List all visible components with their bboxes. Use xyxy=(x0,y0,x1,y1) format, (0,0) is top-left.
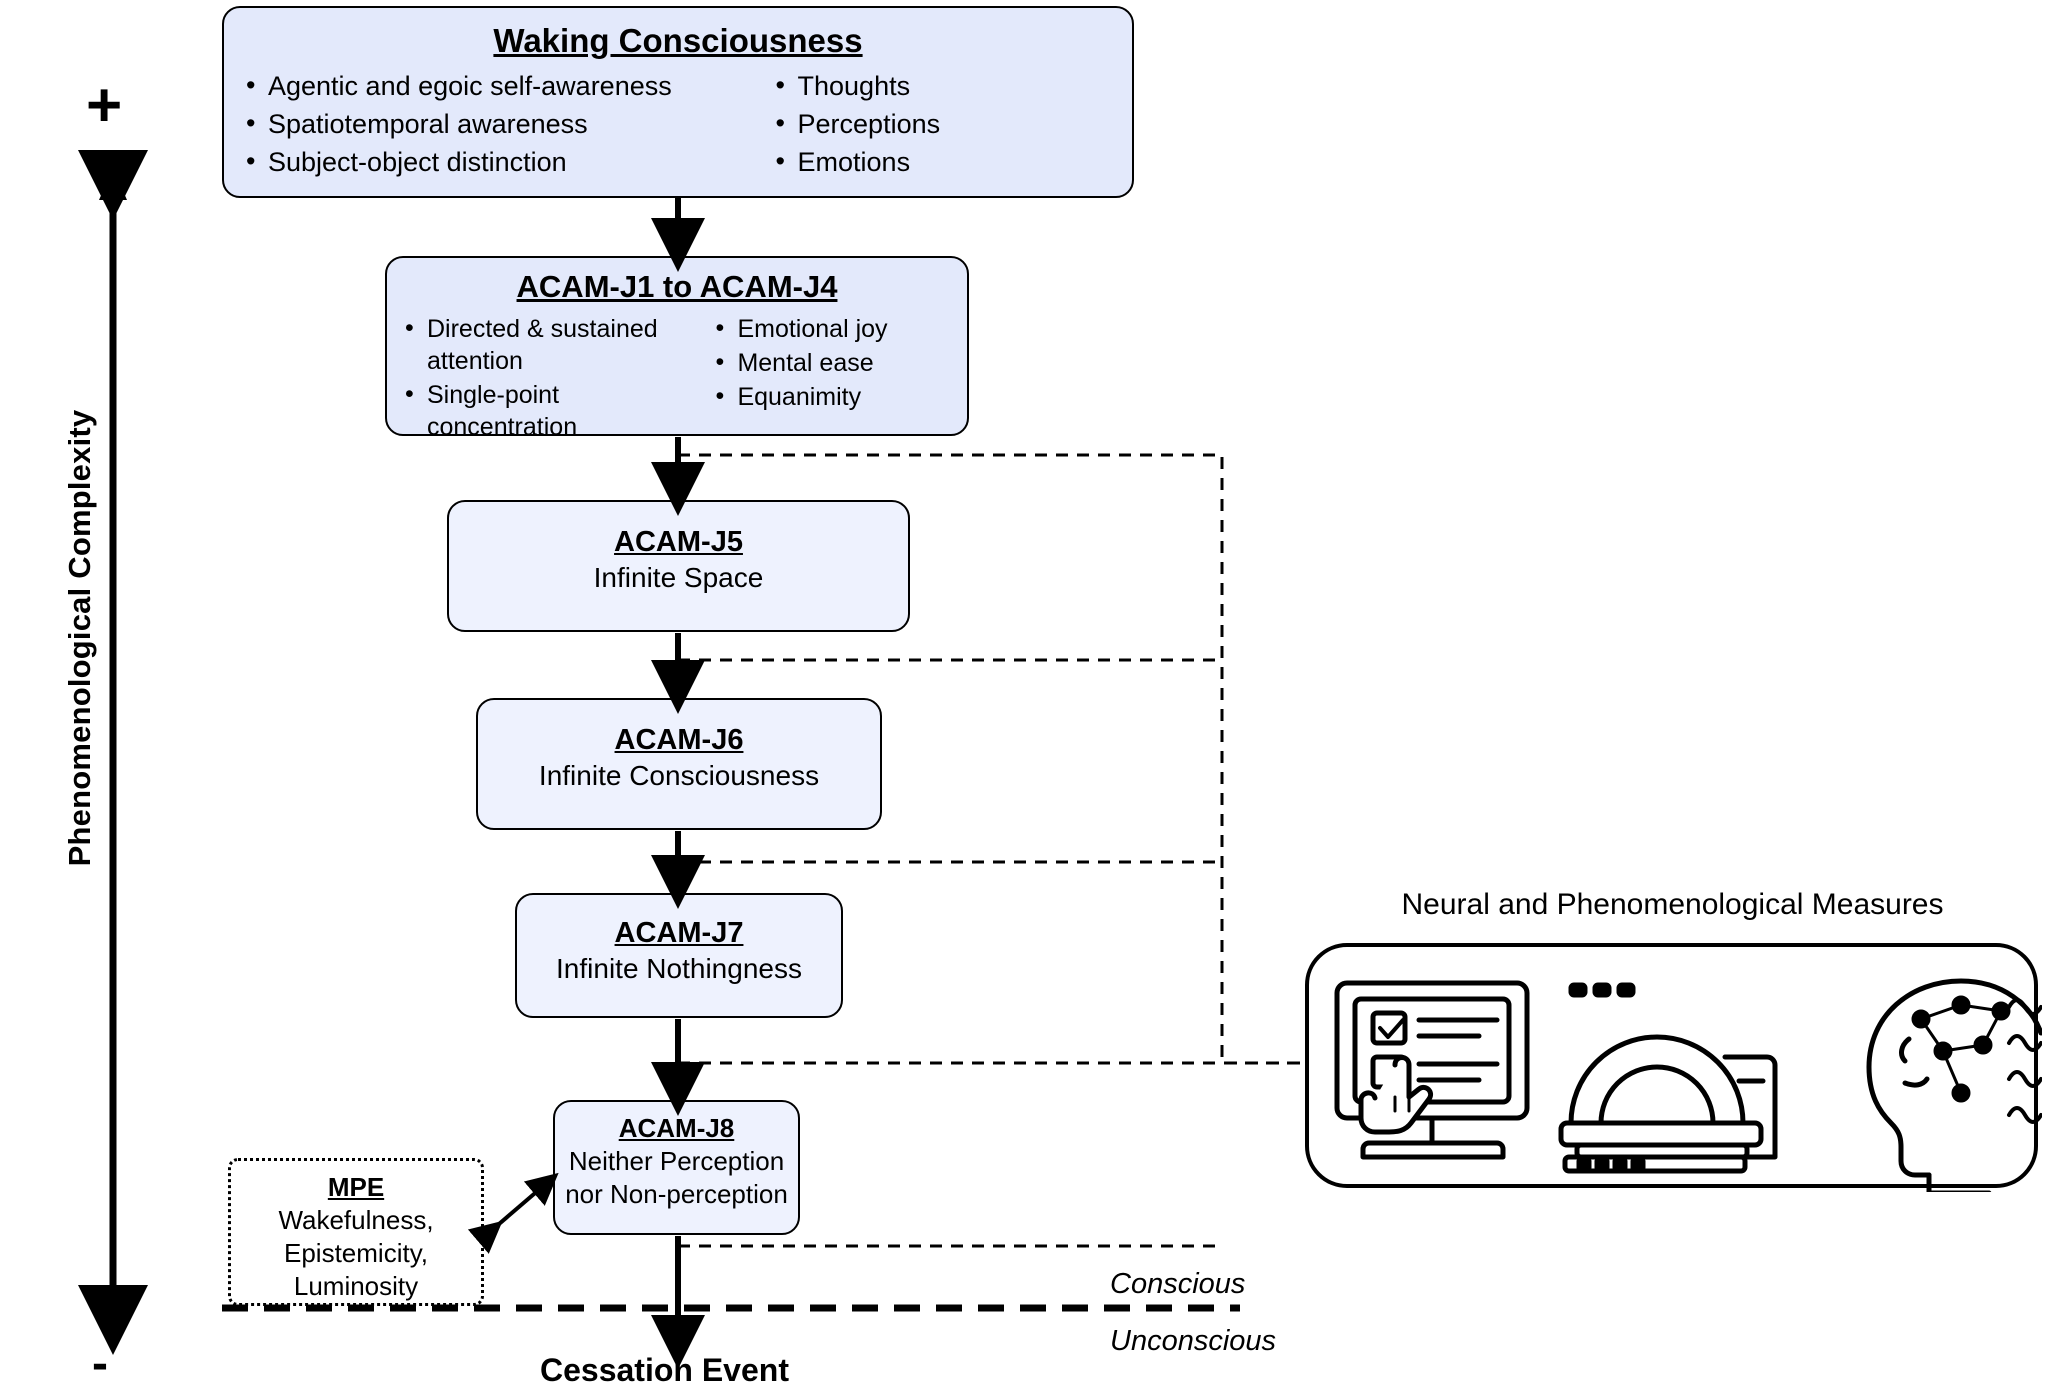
node-subtitle: Neither Perception nor Non-perception xyxy=(565,1145,788,1209)
node-title: Waking Consciousness xyxy=(493,22,863,59)
bullet-column-1 xyxy=(401,313,687,445)
node-acam-j7 xyxy=(515,893,843,1018)
node-subtitle: Wakefulness, Epistemicity, Luminosity xyxy=(278,1204,434,1302)
label-unconscious: Unconscious xyxy=(1110,1325,1277,1357)
node-acam-j8 xyxy=(553,1100,800,1235)
list-item: • Equanimity xyxy=(737,381,953,413)
axis-minus-label: - xyxy=(92,1337,108,1390)
node-title: ACAM-J8 xyxy=(618,1113,735,1143)
node-body xyxy=(401,313,953,445)
node-subtitle: Infinite Nothingness xyxy=(556,953,802,985)
survey-monitor-icon xyxy=(1337,983,1527,1157)
list-item: • Directed & sustained attention xyxy=(427,313,687,377)
bullet-column-2 xyxy=(711,313,953,445)
node-body xyxy=(242,69,1114,183)
list-item: • Spatiotemporal awareness xyxy=(268,107,748,143)
list-item: • Emotional joy xyxy=(737,313,953,345)
bullet-column-1 xyxy=(242,69,748,183)
list-item: • Perceptions xyxy=(798,107,1114,143)
mri-scanner-icon xyxy=(1561,985,1775,1171)
node-mpe xyxy=(228,1158,484,1306)
node-acam-j6 xyxy=(476,698,882,830)
complexity-axis xyxy=(0,0,170,1395)
measures-panel xyxy=(1305,943,2038,1188)
axis-title: Phenomenological Complexity xyxy=(62,409,97,867)
node-title: ACAM-J6 xyxy=(614,724,744,756)
axis-plus-label: + xyxy=(86,71,123,140)
measures-icons xyxy=(1309,947,2042,1192)
mpe-link-arrow xyxy=(492,1182,548,1230)
node-waking-consciousness xyxy=(222,6,1134,198)
measures-title: Neural and Phenomenological Measures xyxy=(1401,888,1944,921)
bullet-column-2 xyxy=(772,69,1114,183)
list-item: • Thoughts xyxy=(798,69,1114,105)
node-title: ACAM-J7 xyxy=(614,917,744,949)
list-item: • Emotions xyxy=(798,145,1114,181)
list-item: • Single-point concentration xyxy=(427,379,687,443)
node-title: MPE xyxy=(327,1172,385,1202)
node-subtitle: Infinite Consciousness xyxy=(538,760,820,792)
label-cessation-event: Cessation Event xyxy=(540,1352,789,1388)
list-item: • Subject-object distinction xyxy=(268,145,748,181)
list-item: • Agentic and egoic self-awareness xyxy=(268,69,748,105)
node-title: ACAM-J5 xyxy=(614,526,743,558)
node-acam-j1-to-j4 xyxy=(385,256,969,441)
list-item: • Mental ease xyxy=(737,347,953,379)
eeg-head-icon xyxy=(1869,981,2041,1192)
label-conscious: Conscious xyxy=(1110,1268,1246,1300)
node-subtitle: Infinite Space xyxy=(593,562,764,594)
node-acam-j5 xyxy=(447,500,910,632)
node-title: ACAM-J1 to ACAM-J4 xyxy=(516,269,838,304)
